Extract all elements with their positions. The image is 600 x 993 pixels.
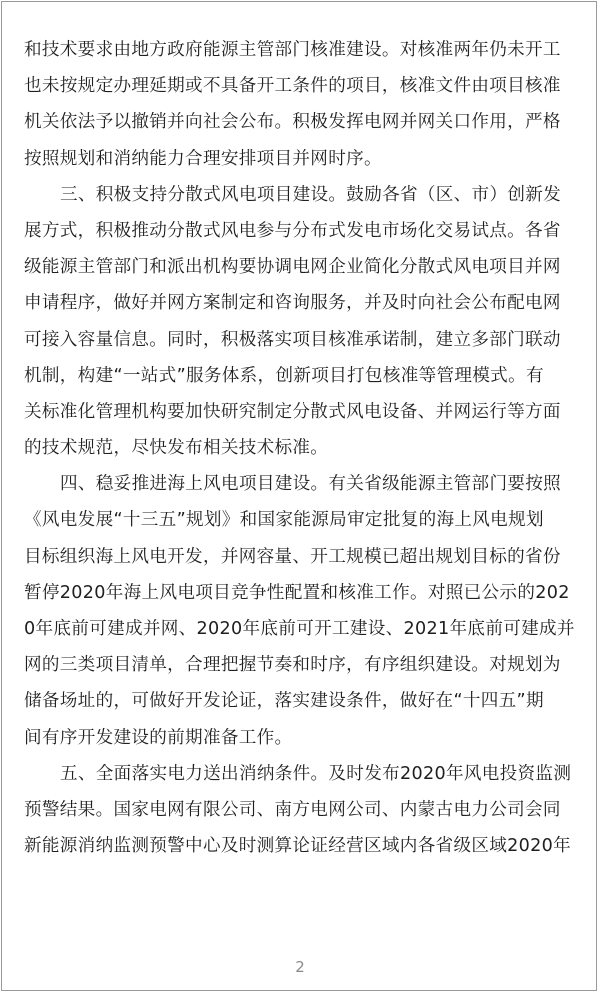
text-line: 间有序开发建设的前期准备工作。	[24, 727, 293, 748]
text-line: 暂停2020年海上风电项目竞争性配置和核准工作。对照已公示的202	[24, 582, 570, 603]
text-line: 申请程序，做好并网方案制定和咨询服务，并及时向社会公布配电网	[24, 293, 561, 314]
text-line: 和技术要求由地方政府能源主管部门核准建设。对核准两年仍未开工	[24, 40, 561, 60]
text-line: 展方式，积极推动分散式风电参与分布式发电市场化交易试点。各省	[24, 220, 561, 241]
document-body	[24, 32, 584, 864]
text-line: 新能源消纳监测预警中心及时测算论证经营区域内各省级区域2020年	[24, 836, 572, 857]
text-line: 储备场址的，可做好开发论证，落实建设条件，做好在“十四五”期	[24, 691, 544, 712]
text-line: 的技术规范，尽快发布相关技术标准。	[24, 438, 329, 459]
text-line: 级能源主管部门和派出机构要协调电网企业简化分散式风电项目并网	[24, 257, 561, 278]
text-line: 关标准化管理机构要加快研究制定分散式风电设备、并网运行等方面	[24, 401, 561, 422]
text-line: 机制，构建“一站式”服务体系，创新项目打包核准等管理模式。有	[24, 365, 544, 386]
text-line: 也未按规定办理延期或不具备开工条件的项目，核准文件由项目核准	[24, 76, 561, 97]
text-line: 0年底前可建成并网、2020年底前可开工建设、2021年底前可建成并	[24, 619, 575, 639]
paragraph-start-line: 四、稳妥推进海上风电项目建设。有关省级能源主管部门要按照	[60, 474, 562, 495]
text-line: 网的三类项目清单，合理把握节奏和时序，有序组织建设。对规划为	[24, 655, 561, 676]
text-line: 机关依法予以撤销并向社会公布。积极发挥电网并网关口作用，严格	[24, 112, 561, 133]
page-number: 2	[295, 958, 305, 976]
text-line: 《风电发展“十三五”规划》和国家能源局审定批复的海上风电规划	[24, 510, 544, 531]
paragraph-start-line: 五、全面落实电力送出消纳条件。及时发布2020年风电投资监测	[60, 763, 572, 784]
text-line: 可接入容量信息。同时，积极落实项目核准承诺制，建立多部门联动	[24, 329, 561, 350]
paragraph-start-line: 三、积极支持分散式风电项目建设。鼓励各省（区、市）创新发	[60, 184, 562, 205]
text-line: 按照规划和消纳能力合理安排项目并网时序。	[24, 148, 382, 169]
text-line: 目标组织海上风电开发，并网容量、开工规模已超出规划目标的省份	[24, 546, 561, 567]
text-line: 预警结果。国家电网有限公司、南方电网公司、内蒙古电力公司会同	[24, 799, 561, 820]
